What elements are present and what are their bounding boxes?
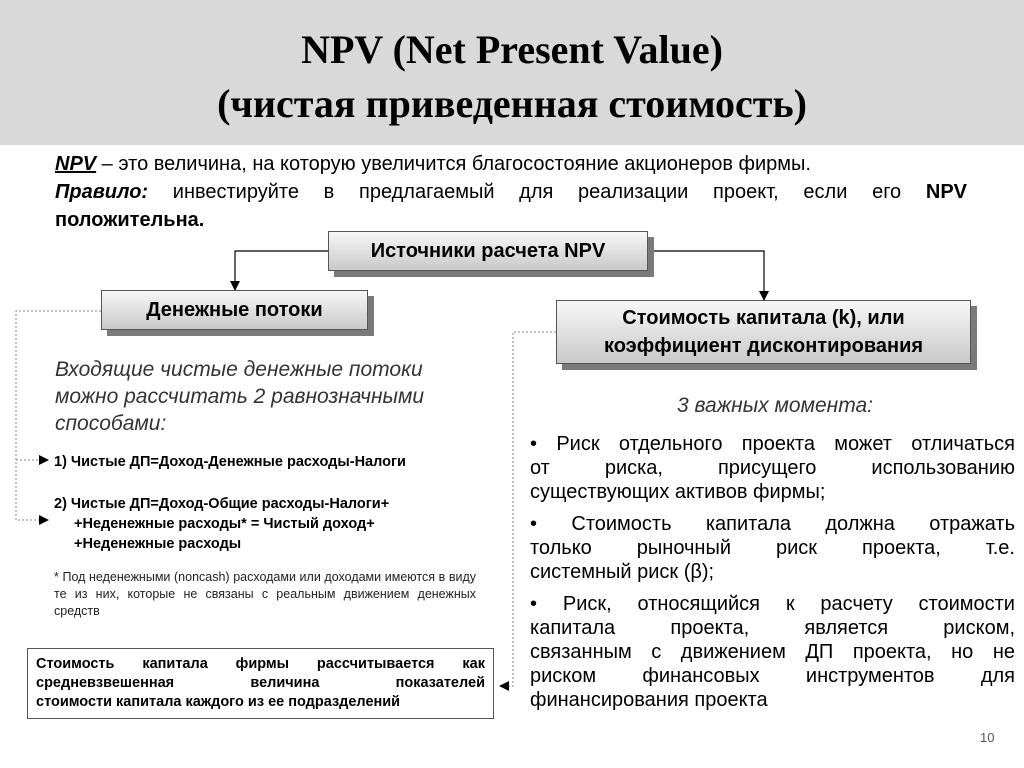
list-item-line: системный риск (β);: [530, 561, 715, 583]
list-item-line: существующих активов фирмы;: [530, 481, 826, 503]
firm-capital-cost-box: [27, 648, 494, 719]
page-number: 10: [980, 730, 995, 745]
npv-sources-box: Источники расчета NPV: [328, 231, 648, 271]
formula-1: 1) Чистые ДП=Доход-Денежные расходы-Налоги: [54, 454, 406, 470]
cash-flow-note-line3: способами:: [55, 412, 167, 435]
arrow-to-cash-flows: [235, 251, 328, 290]
list-item: [530, 432, 1015, 504]
list-item: [530, 592, 1015, 712]
capital-cost-box: [556, 300, 971, 364]
cash-flows-box: Денежные потоки: [101, 290, 368, 330]
firm-capital-line1: Стоимость капитала фирмы рассчитывается как: [36, 656, 485, 672]
bullet-icon: •: [530, 433, 538, 455]
firm-capital-line3: стоимости капитала каждого из ее подразделений: [36, 694, 401, 710]
rule-end: положительна.: [55, 209, 205, 231]
firm-capital-line2: средневзвешенная величина показателей: [36, 675, 485, 691]
rule-term: Правило:: [55, 181, 149, 203]
cash-flow-note: [55, 356, 475, 437]
formula-2-line1: 2) Чистые ДП=Доход-Общие расходы-Налоги+: [54, 496, 390, 512]
noncash-footnote: * Под неденежными (noncash) расходами или доходами имеются в виду те из них, которые не связаны с реальным движением денежных средств: [54, 570, 476, 618]
moments-list: [530, 432, 1015, 720]
cash-flow-note-line1: Входящие чистые денежные потоки: [55, 358, 423, 381]
formula-2: [54, 494, 474, 554]
list-item-line: от риска, присущего использованию: [530, 457, 1015, 479]
list-item-line: [530, 592, 1015, 616]
capital-cost-line1: Стоимость капитала (k), или: [622, 307, 905, 329]
slide-subtitle: (чистая приведенная стоимость): [217, 81, 807, 126]
npv-definition: [55, 150, 967, 178]
bullet-icon: •: [530, 593, 538, 615]
rule-line: [55, 178, 967, 206]
list-item-line: [530, 512, 1015, 536]
formula-2-line2: +Неденежные расходы* = Чистый доход+: [74, 516, 375, 532]
list-item-text: Риск, относящийся к расчету стоимости: [562, 593, 1015, 615]
bullet-icon: •: [530, 513, 538, 535]
rule-text: инвестируйте в предлагаемый для реализации проект, если его: [148, 181, 926, 203]
npv-definition-text: – это величина, на которую увеличится благосостояние акционеров фирмы.: [96, 153, 811, 175]
formula-2-line3: +Неденежные расходы: [74, 536, 242, 552]
slide-title: NPV (Net Present Value): [301, 27, 723, 72]
list-item-line: связанным с движением ДП проекта, но не: [530, 641, 1015, 663]
arrow-to-capital-cost: [648, 251, 764, 300]
cash-flow-note-line2: можно рассчитать 2 равнозначными: [55, 385, 425, 408]
list-item-line: только рыночный риск проекта, т.е.: [530, 537, 1015, 559]
npv-term: NPV: [55, 153, 97, 175]
three-moments-title: 3 важных момента:: [677, 394, 873, 417]
list-item-line: риском финансовых инструментов для: [530, 665, 1015, 687]
capital-cost-line2: коэффициент дисконтирования: [603, 335, 924, 357]
list-item-line: [530, 432, 1015, 456]
list-item-line: капитала проекта, является риском,: [530, 617, 1015, 639]
list-item-text: Риск отдельного проекта может отличаться: [556, 433, 1015, 455]
list-item-text: Стоимость капитала должна отражать: [571, 513, 1016, 535]
rule-npv: NPV: [925, 181, 967, 203]
list-item: [530, 512, 1015, 584]
list-item-line: финансирования проекта: [530, 689, 768, 711]
